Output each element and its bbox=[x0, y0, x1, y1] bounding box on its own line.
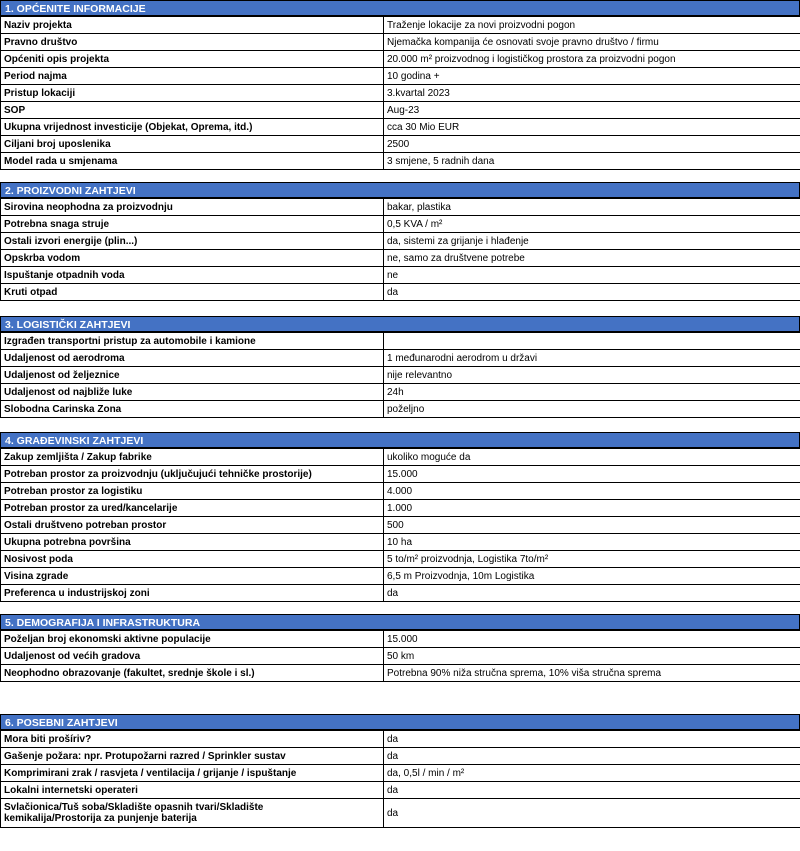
section-4 bbox=[0, 432, 800, 602]
row-label: Sirovina neophodna za proizvodnju bbox=[1, 199, 384, 216]
section-3 bbox=[0, 316, 800, 418]
table-row bbox=[1, 333, 800, 350]
section-table bbox=[0, 630, 800, 682]
row-value: 50 km bbox=[384, 648, 800, 665]
row-value: Traženje lokacije za novi proizvodni pogon bbox=[384, 17, 800, 34]
row-value: 20.000 m² proizvodnog i logističkog prostora za proizvodni pogon bbox=[384, 51, 800, 68]
row-value: 15.000 bbox=[384, 631, 800, 648]
row-label: Mora biti prošíriv? bbox=[1, 731, 384, 748]
section-header: 1. OPĆENITE INFORMACIJE bbox=[0, 0, 800, 16]
table-row bbox=[1, 748, 800, 765]
table-row bbox=[1, 401, 800, 418]
row-label: Opskrba vodom bbox=[1, 250, 384, 267]
row-value: 10 godina + bbox=[384, 68, 800, 85]
table-row bbox=[1, 216, 800, 233]
row-label: Potreban prostor za ured/kancelarije bbox=[1, 500, 384, 517]
row-value: cca 30 Mio EUR bbox=[384, 119, 800, 136]
row-value: 6,5 m Proizvodnja, 10m Logistika bbox=[384, 568, 800, 585]
section-table bbox=[0, 198, 800, 301]
table-row bbox=[1, 233, 800, 250]
table-row bbox=[1, 799, 800, 828]
table-row bbox=[1, 568, 800, 585]
row-value: 1 međunarodni aerodrom u državi bbox=[384, 350, 800, 367]
row-value: da bbox=[384, 748, 800, 765]
row-label: Visina zgrade bbox=[1, 568, 384, 585]
table-row bbox=[1, 350, 800, 367]
row-label: Ukupna vrijednost investicije (Objekat, Oprema, itd.) bbox=[1, 119, 384, 136]
row-value: da, sistemi za grijanje i hlađenje bbox=[384, 233, 800, 250]
section-table bbox=[0, 730, 800, 828]
row-value: 4.000 bbox=[384, 483, 800, 500]
row-label: Ostali društveno potreban prostor bbox=[1, 517, 384, 534]
row-value: Njemačka kompanija će osnovati svoje pravno društvo / firmu bbox=[384, 34, 800, 51]
section-header: 4. GRAĐEVINSKI ZAHTJEVI bbox=[0, 432, 800, 448]
section-2 bbox=[0, 182, 800, 301]
row-label: Potreban prostor za proizvodnju (uključujući tehničke prostorije) bbox=[1, 466, 384, 483]
table-row bbox=[1, 267, 800, 284]
row-label: Model rada u smjenama bbox=[1, 153, 384, 170]
table-row bbox=[1, 648, 800, 665]
table-row bbox=[1, 782, 800, 799]
table-row bbox=[1, 731, 800, 748]
row-value: Potrebna 90% niža stručna sprema, 10% viša stručna sprema bbox=[384, 665, 800, 682]
section-1 bbox=[0, 0, 800, 170]
row-label: Slobodna Carinska Zona bbox=[1, 401, 384, 418]
table-row bbox=[1, 250, 800, 267]
row-label: Zakup zemljišta / Zakup fabrike bbox=[1, 449, 384, 466]
row-label: Komprimirani zrak / rasvjeta / ventilacija / grijanje / ispuštanje bbox=[1, 765, 384, 782]
row-value: 3 smjene, 5 radnih dana bbox=[384, 153, 800, 170]
row-value: 2500 bbox=[384, 136, 800, 153]
row-label: Poželjan broj ekonomski aktivne populacije bbox=[1, 631, 384, 648]
row-label: Pravno društvo bbox=[1, 34, 384, 51]
table-row bbox=[1, 68, 800, 85]
section-header: 3. LOGISTIČKI ZAHTJEVI bbox=[0, 316, 800, 332]
row-label: Preferenca u industrijskoj zoni bbox=[1, 585, 384, 602]
row-value bbox=[384, 333, 800, 350]
row-label: Udaljenost od najbliže luke bbox=[1, 384, 384, 401]
row-value: ne, samo za društvene potrebe bbox=[384, 250, 800, 267]
row-label: Ukupna potrebna površina bbox=[1, 534, 384, 551]
table-row bbox=[1, 384, 800, 401]
section-6 bbox=[0, 714, 800, 828]
row-label: Potreban prostor za logistiku bbox=[1, 483, 384, 500]
section-5 bbox=[0, 614, 800, 682]
section-table bbox=[0, 16, 800, 170]
row-value: Aug-23 bbox=[384, 102, 800, 119]
table-row bbox=[1, 34, 800, 51]
row-label: Udaljenost od većih gradova bbox=[1, 648, 384, 665]
table-row bbox=[1, 284, 800, 301]
row-label: Ciljani broj uposlenika bbox=[1, 136, 384, 153]
table-row bbox=[1, 153, 800, 170]
row-value: 24h bbox=[384, 384, 800, 401]
table-row bbox=[1, 85, 800, 102]
table-row bbox=[1, 631, 800, 648]
row-value: poželjno bbox=[384, 401, 800, 418]
row-label: Svlačionica/Tuš soba/Skladište opasnih tvari/Skladište kemikalija/Prostorija za punjenje baterija bbox=[1, 799, 384, 828]
table-row bbox=[1, 551, 800, 568]
row-label: Udaljenost od aerodroma bbox=[1, 350, 384, 367]
row-label: Naziv projekta bbox=[1, 17, 384, 34]
row-value: da bbox=[384, 782, 800, 799]
row-value: 10 ha bbox=[384, 534, 800, 551]
row-label: Ispuštanje otpadnih voda bbox=[1, 267, 384, 284]
row-value: bakar, plastika bbox=[384, 199, 800, 216]
row-value: 500 bbox=[384, 517, 800, 534]
row-value: da bbox=[384, 731, 800, 748]
table-row bbox=[1, 136, 800, 153]
table-row bbox=[1, 449, 800, 466]
table-row bbox=[1, 466, 800, 483]
row-value: nije relevantno bbox=[384, 367, 800, 384]
row-value: 1.000 bbox=[384, 500, 800, 517]
row-value: da bbox=[384, 284, 800, 301]
table-row bbox=[1, 534, 800, 551]
section-header: 2. PROIZVODNI ZAHTJEVI bbox=[0, 182, 800, 198]
row-value: 3.kvartal 2023 bbox=[384, 85, 800, 102]
row-label: Lokalni internetski operateri bbox=[1, 782, 384, 799]
table-row bbox=[1, 483, 800, 500]
table-row bbox=[1, 102, 800, 119]
row-value: 5 to/m² proizvodnja, Logistika 7to/m² bbox=[384, 551, 800, 568]
row-value: da, 0,5l / min / m² bbox=[384, 765, 800, 782]
row-value: ne bbox=[384, 267, 800, 284]
row-label: Kruti otpad bbox=[1, 284, 384, 301]
row-value: 15.000 bbox=[384, 466, 800, 483]
section-header: 6. POSEBNI ZAHTJEVI bbox=[0, 714, 800, 730]
row-value: da bbox=[384, 799, 800, 828]
row-value: ukoliko moguće da bbox=[384, 449, 800, 466]
table-row bbox=[1, 585, 800, 602]
row-label: Izgrađen transportni pristup za automobile i kamione bbox=[1, 333, 384, 350]
table-row bbox=[1, 199, 800, 216]
section-table bbox=[0, 332, 800, 418]
table-row bbox=[1, 500, 800, 517]
table-row bbox=[1, 765, 800, 782]
row-label: Period najma bbox=[1, 68, 384, 85]
row-label: Nosivost poda bbox=[1, 551, 384, 568]
row-label: Potrebna snaga struje bbox=[1, 216, 384, 233]
row-label: Pristup lokaciji bbox=[1, 85, 384, 102]
row-value: 0,5 KVA / m² bbox=[384, 216, 800, 233]
section-header: 5. DEMOGRAFIJA I INFRASTRUKTURA bbox=[0, 614, 800, 630]
row-label: Općeniti opis projekta bbox=[1, 51, 384, 68]
row-label: Neophodno obrazovanje (fakultet, srednje škole i sl.) bbox=[1, 665, 384, 682]
table-row bbox=[1, 51, 800, 68]
row-label: Udaljenost od željeznice bbox=[1, 367, 384, 384]
row-label: Gašenje požara: npr. Protupožarni razred / Sprinkler sustav bbox=[1, 748, 384, 765]
table-row bbox=[1, 665, 800, 682]
table-row bbox=[1, 17, 800, 34]
section-table bbox=[0, 448, 800, 602]
row-value: da bbox=[384, 585, 800, 602]
row-label: SOP bbox=[1, 102, 384, 119]
row-label: Ostali izvori energije (plin...) bbox=[1, 233, 384, 250]
table-row bbox=[1, 367, 800, 384]
table-row bbox=[1, 517, 800, 534]
table-row bbox=[1, 119, 800, 136]
